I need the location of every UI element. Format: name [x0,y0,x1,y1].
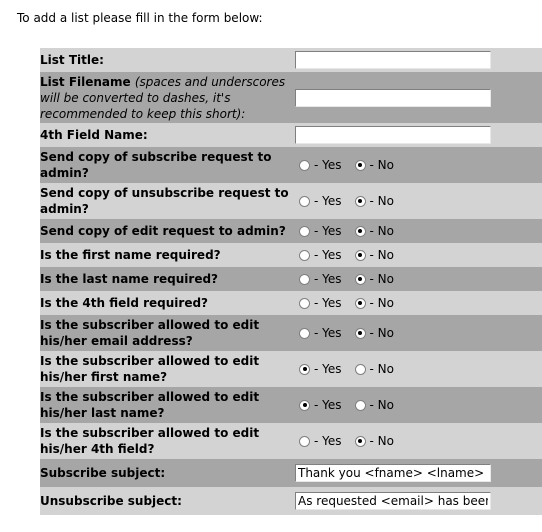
radio-no[interactable] [355,160,366,171]
field-label-text: Is the first name required? [40,248,221,262]
yes-no-radio-group [294,326,542,340]
field-label [40,459,294,487]
radio-no[interactable] [355,298,366,309]
yes-no-radio-group [294,272,542,286]
form-row [40,48,542,72]
field-hint: (spaces and underscores will be converted to dashes, it's recommended to keep this short): [40,74,286,121]
field-control [294,243,542,267]
form-row [40,291,542,315]
form-row [40,123,542,147]
yes-no-radio-group [294,362,542,376]
radio-yes[interactable] [299,436,310,447]
radio-no[interactable] [355,250,366,261]
yes-no-radio-group [294,296,542,310]
yes-no-radio-group [294,434,542,448]
radio-yes-label: - Yes [314,248,342,262]
text-input[interactable] [295,126,491,144]
radio-yes-label: - Yes [314,434,342,448]
radio-no[interactable] [355,328,366,339]
form-row [40,459,542,487]
field-control [294,48,542,72]
radio-yes-label: - Yes [314,158,342,172]
field-label [40,487,294,515]
radio-yes[interactable] [299,226,310,237]
field-control [294,291,542,315]
radio-no[interactable] [355,274,366,285]
radio-yes[interactable] [299,250,310,261]
radio-no[interactable] [355,436,366,447]
form-row [40,351,542,387]
yes-no-radio-group [294,194,542,208]
field-control [294,487,542,515]
yes-no-radio-group [294,224,542,238]
field-label [40,243,294,267]
form-row [40,219,542,243]
field-label-text: Is the subscriber allowed to edit his/her first name? [40,354,260,384]
radio-yes-label: - Yes [314,224,342,238]
text-input[interactable] [295,51,491,69]
yes-no-radio-group [294,398,542,412]
radio-no-label: - No [369,224,394,238]
field-label-text: Is the subscriber allowed to edit his/her 4th field? [40,426,260,456]
field-label-text: Send copy of subscribe request to admin? [40,150,272,180]
form-row [40,487,542,515]
radio-no-label: - No [369,272,394,286]
field-control [294,123,542,147]
field-label [40,123,294,147]
radio-yes-label: - Yes [314,326,342,340]
field-label-text: Is the 4th field required? [40,296,209,310]
field-control [294,387,542,423]
radio-yes[interactable] [299,196,310,207]
form-row [40,72,542,123]
field-label [40,72,294,123]
radio-yes[interactable] [299,400,310,411]
field-control [294,219,542,243]
text-input[interactable] [295,492,491,510]
yes-no-radio-group [294,248,542,262]
radio-no[interactable] [355,400,366,411]
text-input[interactable] [295,464,491,482]
field-label-text: List Filename [40,74,131,89]
form-row [40,387,542,423]
form-row [40,267,542,291]
radio-yes-label: - Yes [314,194,342,208]
radio-no-label: - No [369,326,394,340]
field-label-text: Unsubscribe subject: [40,494,182,508]
text-input[interactable] [295,89,491,107]
field-control [294,267,542,291]
field-label-text: Is the subscriber allowed to edit his/her last name? [40,390,260,420]
field-control [294,183,542,219]
field-control [294,147,542,183]
field-label [40,291,294,315]
radio-no-label: - No [369,398,394,412]
intro-text: To add a list please fill in the form below: [17,11,263,25]
radio-no-label: - No [369,248,394,262]
field-label [40,183,294,219]
field-control [294,423,542,459]
field-label-text: List Title: [40,53,104,67]
field-label-text: Is the subscriber allowed to edit his/her email address? [40,318,260,348]
field-label [40,48,294,72]
field-label [40,387,294,423]
radio-yes[interactable] [299,328,310,339]
field-label-text: Is the last name required? [40,272,219,286]
radio-no[interactable] [355,226,366,237]
radio-yes[interactable] [299,274,310,285]
field-label-text: Send copy of edit request to admin? [40,224,286,238]
field-label-text: 4th Field Name: [40,128,148,142]
yes-no-radio-group [294,158,542,172]
field-label-text: Subscribe subject: [40,466,166,480]
radio-yes[interactable] [299,160,310,171]
radio-no[interactable] [355,196,366,207]
field-control [294,72,542,123]
field-label [40,423,294,459]
field-label [40,267,294,291]
radio-no-label: - No [369,434,394,448]
radio-no[interactable] [355,364,366,375]
form-row [40,147,542,183]
field-label [40,147,294,183]
radio-no-label: - No [369,194,394,208]
field-label [40,351,294,387]
radio-no-label: - No [369,296,394,310]
field-control [294,459,542,487]
radio-no-label: - No [369,362,394,376]
form-row [40,243,542,267]
radio-yes-label: - Yes [314,362,342,376]
field-label [40,219,294,243]
radio-yes-label: - Yes [314,272,342,286]
radio-yes-label: - Yes [314,398,342,412]
field-label [40,315,294,351]
radio-yes-label: - Yes [314,296,342,310]
add-list-form [40,48,542,515]
form-row [40,315,542,351]
radio-yes[interactable] [299,298,310,309]
form-row [40,423,542,459]
radio-yes[interactable] [299,364,310,375]
field-label-text: Send copy of unsubscribe request to admin? [40,186,289,216]
radio-no-label: - No [369,158,394,172]
field-control [294,315,542,351]
form-row [40,183,542,219]
field-control [294,351,542,387]
